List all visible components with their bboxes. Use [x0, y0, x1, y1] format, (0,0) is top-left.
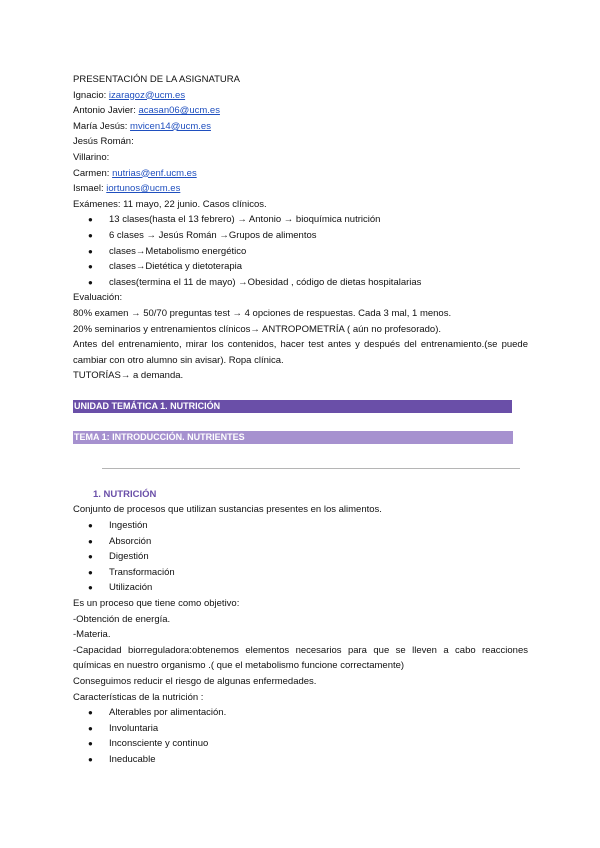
- evaluation-line: 20% seminarios y entrenamientos clínicos→ ANTROPOMETRÍA ( aún no profesorado).: [73, 323, 442, 335]
- objective-intro: Es un proceso que tiene como objetivo:: [73, 598, 240, 610]
- processes-list: [73, 518, 528, 596]
- objective-item: -Capacidad biorreguladora:obtenemos elementos necesarios para que se lleven a cabo reacciones químicas en nuestro organismo .( que el metabolismo funcione correctamente): [73, 644, 528, 672]
- risk-text: Conseguimos reducir el riesgo de algunas enfermedades.: [73, 676, 317, 687]
- list-item: ● Ineducable: [73, 752, 528, 768]
- list-item: ● Ingestión: [73, 518, 528, 534]
- contact-line: Antonio Javier: acasan06@ucm.es: [73, 105, 220, 117]
- characteristics-intro: Características de la nutrición :: [73, 691, 204, 703]
- objective-item: -Obtención de energía.: [73, 613, 171, 625]
- list-item: ● Utilización: [73, 580, 528, 596]
- list-item: ● 6 clases → Jesús Román →Grupos de alimentos: [73, 228, 528, 244]
- contact-line: María Jesús: mvicen14@ucm.es: [73, 120, 211, 132]
- evaluation-label: Evaluación:: [73, 292, 123, 304]
- topic-header: TEMA 1: INTRODUCCIÓN. NUTRIENTES: [73, 431, 513, 444]
- evaluation-paragraph: Antes del entrenamiento, mirar los contenidos, hacer test antes y después del entrenamiento.(se puede cambiar con otro alumno sin avisar). Ropa clínica.: [73, 339, 528, 366]
- tutorias-text: TUTORÍAS→ a demanda.: [73, 370, 184, 382]
- contact-line: Ismael: iortunos@ucm.es: [73, 183, 181, 195]
- section-title: 1. NUTRICIÓN: [93, 488, 157, 500]
- contact-line: Villarino:: [73, 151, 110, 163]
- contact-line: Jesús Román:: [73, 136, 134, 148]
- list-item: ● Absorción: [73, 534, 528, 550]
- list-item: ● clases→Metabolismo energético: [73, 244, 528, 260]
- list-item: ● clases(termina el 11 de mayo) →Obesidad , código de dietas hospitalarias: [73, 275, 528, 291]
- contact-line: Carmen: nutrias@enf.ucm.es: [73, 167, 197, 179]
- email-link[interactable]: mvicen14@ucm.es: [130, 120, 211, 132]
- classes-list: [73, 212, 528, 290]
- page-title: PRESENTACIÓN DE LA ASIGNATURA: [73, 74, 240, 85]
- list-item: ● Alterables por alimentación.: [73, 705, 528, 721]
- unit-header: UNIDAD TEMÁTICA 1. NUTRICIÓN: [73, 400, 512, 413]
- email-link[interactable]: acasan06@ucm.es: [138, 105, 220, 117]
- list-item: ● clases→Dietética y dietoterapia: [73, 259, 528, 275]
- characteristics-list: [73, 705, 528, 767]
- list-item: ● Involuntaria: [73, 721, 528, 737]
- list-item: ● 13 clases(hasta el 13 febrero) → Antonio → bioquímica nutrición: [73, 212, 528, 228]
- objective-item: -Materia.: [73, 629, 111, 641]
- list-item: ● Transformación: [73, 565, 528, 581]
- document-content: [73, 72, 528, 768]
- evaluation-line: 80% examen → 50/70 preguntas test → 4 opciones de respuestas. Cada 3 mal, 1 menos.: [73, 307, 452, 319]
- contact-line: Ignacio: izaragoz@ucm.es: [73, 89, 186, 101]
- list-item: ● Digestión: [73, 549, 528, 565]
- email-link[interactable]: nutrias@enf.ucm.es: [112, 167, 197, 179]
- exams-text: Exámenes: 11 mayo, 22 junio. Casos clínicos.: [73, 198, 267, 210]
- section-definition: Conjunto de procesos que utilizan sustancias presentes en los alimentos.: [73, 504, 382, 516]
- divider: [102, 468, 520, 469]
- list-item: ● Inconsciente y continuo: [73, 736, 528, 752]
- email-link[interactable]: izaragoz@ucm.es: [108, 89, 186, 101]
- email-link[interactable]: iortunos@ucm.es: [106, 183, 181, 195]
